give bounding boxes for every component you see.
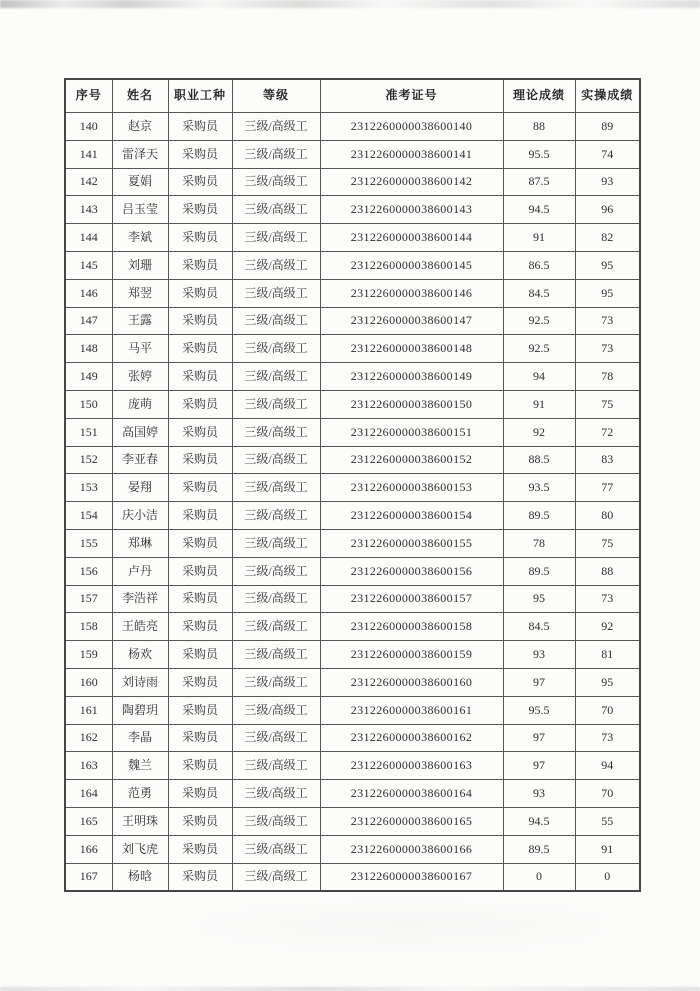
- cell-ticket: 2312260000038600160: [320, 668, 503, 696]
- table-row: [65, 251, 640, 279]
- cell-seq: 143: [65, 196, 112, 224]
- cell-theory: 95.5: [503, 140, 575, 168]
- cell-theory: 93: [503, 780, 575, 808]
- cell-practical: 95: [575, 279, 640, 307]
- cell-level: 三级/高级工: [232, 196, 320, 224]
- cell-job: 采购员: [168, 557, 232, 585]
- cell-theory: 84.5: [503, 279, 575, 307]
- cell-theory: 95.5: [503, 696, 575, 724]
- cell-practical: 88: [575, 557, 640, 585]
- cell-job: 采购员: [168, 529, 232, 557]
- cell-level: 三级/高级工: [232, 585, 320, 613]
- cell-theory: 97: [503, 752, 575, 780]
- cell-name: 郑翌: [112, 279, 168, 307]
- cell-ticket: 2312260000038600144: [320, 224, 503, 252]
- cell-seq: 148: [65, 335, 112, 363]
- cell-theory: 89.5: [503, 502, 575, 530]
- table-row: [65, 668, 640, 696]
- cell-name: 杨晗: [112, 863, 168, 891]
- cell-practical: 96: [575, 196, 640, 224]
- table-row: [65, 224, 640, 252]
- cell-theory: 91: [503, 390, 575, 418]
- cell-job: 采购员: [168, 418, 232, 446]
- cell-name: 刘珊: [112, 251, 168, 279]
- cell-practical: 92: [575, 613, 640, 641]
- table-row: [65, 390, 640, 418]
- cell-job: 采购员: [168, 140, 232, 168]
- table-row: [65, 557, 640, 585]
- cell-ticket: 2312260000038600165: [320, 807, 503, 835]
- cell-job: 采购员: [168, 251, 232, 279]
- cell-theory: 97: [503, 724, 575, 752]
- cell-practical: 74: [575, 140, 640, 168]
- cell-level: 三级/高级工: [232, 335, 320, 363]
- cell-seq: 141: [65, 140, 112, 168]
- cell-level: 三级/高级工: [232, 474, 320, 502]
- cell-theory: 93.5: [503, 474, 575, 502]
- cell-ticket: 2312260000038600140: [320, 113, 503, 141]
- cell-theory: 94: [503, 363, 575, 391]
- cell-name: 庞萌: [112, 390, 168, 418]
- cell-job: 采购员: [168, 363, 232, 391]
- cell-name: 李斌: [112, 224, 168, 252]
- cell-job: 采购员: [168, 279, 232, 307]
- cell-seq: 166: [65, 835, 112, 863]
- cell-ticket: 2312260000038600150: [320, 390, 503, 418]
- cell-level: 三级/高级工: [232, 835, 320, 863]
- cell-seq: 146: [65, 279, 112, 307]
- cell-job: 采购员: [168, 696, 232, 724]
- header-seq: 序号: [65, 79, 112, 113]
- cell-job: 采购员: [168, 668, 232, 696]
- table-row: [65, 196, 640, 224]
- cell-seq: 158: [65, 613, 112, 641]
- cell-seq: 150: [65, 390, 112, 418]
- cell-name: 高国婷: [112, 418, 168, 446]
- cell-ticket: 2312260000038600148: [320, 335, 503, 363]
- cell-practical: 82: [575, 224, 640, 252]
- cell-job: 采购员: [168, 613, 232, 641]
- scan-artifact-bottom-edge: [0, 987, 700, 991]
- cell-seq: 140: [65, 113, 112, 141]
- cell-seq: 151: [65, 418, 112, 446]
- cell-level: 三级/高级工: [232, 390, 320, 418]
- table-row: [65, 307, 640, 335]
- cell-level: 三级/高级工: [232, 863, 320, 891]
- cell-practical: 72: [575, 418, 640, 446]
- cell-practical: 95: [575, 668, 640, 696]
- cell-level: 三级/高级工: [232, 557, 320, 585]
- cell-seq: 149: [65, 363, 112, 391]
- cell-practical: 95: [575, 251, 640, 279]
- header-level: 等级: [232, 79, 320, 113]
- cell-name: 庆小洁: [112, 502, 168, 530]
- cell-seq: 162: [65, 724, 112, 752]
- cell-ticket: 2312260000038600142: [320, 168, 503, 196]
- cell-practical: 75: [575, 529, 640, 557]
- cell-theory: 94.5: [503, 807, 575, 835]
- cell-ticket: 2312260000038600153: [320, 474, 503, 502]
- cell-practical: 80: [575, 502, 640, 530]
- cell-name: 李浩祥: [112, 585, 168, 613]
- cell-name: 刘诗雨: [112, 668, 168, 696]
- cell-job: 采购员: [168, 196, 232, 224]
- cell-theory: 89.5: [503, 557, 575, 585]
- table-row: [65, 752, 640, 780]
- header-job: 职业工种: [168, 79, 232, 113]
- cell-ticket: 2312260000038600166: [320, 835, 503, 863]
- cell-job: 采购员: [168, 224, 232, 252]
- cell-level: 三级/高级工: [232, 168, 320, 196]
- cell-name: 晏翔: [112, 474, 168, 502]
- cell-practical: 73: [575, 724, 640, 752]
- cell-practical: 81: [575, 641, 640, 669]
- cell-name: 王露: [112, 307, 168, 335]
- cell-practical: 77: [575, 474, 640, 502]
- cell-name: 刘飞虎: [112, 835, 168, 863]
- cell-ticket: 2312260000038600141: [320, 140, 503, 168]
- cell-seq: 145: [65, 251, 112, 279]
- cell-level: 三级/高级工: [232, 224, 320, 252]
- cell-ticket: 2312260000038600155: [320, 529, 503, 557]
- table-row: [65, 113, 640, 141]
- table-row: [65, 418, 640, 446]
- cell-level: 三级/高级工: [232, 696, 320, 724]
- table-row: [65, 140, 640, 168]
- cell-seq: 165: [65, 807, 112, 835]
- cell-name: 李晶: [112, 724, 168, 752]
- scan-artifact-smudge: [120, 891, 600, 961]
- table-row: [65, 863, 640, 891]
- cell-job: 采购员: [168, 390, 232, 418]
- cell-seq: 154: [65, 502, 112, 530]
- cell-level: 三级/高级工: [232, 641, 320, 669]
- cell-seq: 155: [65, 529, 112, 557]
- cell-theory: 0: [503, 863, 575, 891]
- cell-practical: 93: [575, 168, 640, 196]
- table-row: [65, 279, 640, 307]
- scan-artifact-top-edge: [0, 0, 700, 8]
- table-row: [65, 529, 640, 557]
- cell-name: 卢丹: [112, 557, 168, 585]
- cell-job: 采购员: [168, 168, 232, 196]
- cell-practical: 0: [575, 863, 640, 891]
- cell-level: 三级/高级工: [232, 668, 320, 696]
- cell-level: 三级/高级工: [232, 724, 320, 752]
- cell-ticket: 2312260000038600143: [320, 196, 503, 224]
- cell-job: 采购员: [168, 641, 232, 669]
- cell-theory: 94.5: [503, 196, 575, 224]
- cell-seq: 152: [65, 446, 112, 474]
- cell-seq: 161: [65, 696, 112, 724]
- cell-practical: 83: [575, 446, 640, 474]
- cell-practical: 94: [575, 752, 640, 780]
- cell-seq: 157: [65, 585, 112, 613]
- cell-level: 三级/高级工: [232, 752, 320, 780]
- cell-practical: 73: [575, 307, 640, 335]
- cell-theory: 92.5: [503, 335, 575, 363]
- cell-seq: 142: [65, 168, 112, 196]
- table-row: [65, 363, 640, 391]
- cell-ticket: 2312260000038600147: [320, 307, 503, 335]
- cell-ticket: 2312260000038600161: [320, 696, 503, 724]
- cell-seq: 159: [65, 641, 112, 669]
- table-row: [65, 696, 640, 724]
- cell-name: 李亚春: [112, 446, 168, 474]
- cell-name: 陶碧玥: [112, 696, 168, 724]
- cell-level: 三级/高级工: [232, 780, 320, 808]
- cell-level: 三级/高级工: [232, 251, 320, 279]
- table-row: [65, 168, 640, 196]
- cell-job: 采购员: [168, 502, 232, 530]
- cell-job: 采购员: [168, 780, 232, 808]
- cell-level: 三级/高级工: [232, 418, 320, 446]
- cell-name: 张婷: [112, 363, 168, 391]
- cell-seq: 160: [65, 668, 112, 696]
- cell-name: 赵京: [112, 113, 168, 141]
- cell-theory: 92: [503, 418, 575, 446]
- cell-theory: 95: [503, 585, 575, 613]
- cell-seq: 153: [65, 474, 112, 502]
- cell-theory: 92.5: [503, 307, 575, 335]
- cell-practical: 73: [575, 335, 640, 363]
- header-ticket: 准考证号: [320, 79, 503, 113]
- table-header-row: [65, 79, 640, 113]
- table-row: [65, 807, 640, 835]
- cell-theory: 88.5: [503, 446, 575, 474]
- cell-ticket: 2312260000038600152: [320, 446, 503, 474]
- cell-theory: 93: [503, 641, 575, 669]
- cell-level: 三级/高级工: [232, 613, 320, 641]
- cell-practical: 55: [575, 807, 640, 835]
- table-row: [65, 835, 640, 863]
- table-row: [65, 502, 640, 530]
- cell-ticket: 2312260000038600164: [320, 780, 503, 808]
- cell-ticket: 2312260000038600158: [320, 613, 503, 641]
- cell-practical: 70: [575, 780, 640, 808]
- cell-seq: 164: [65, 780, 112, 808]
- cell-name: 郑琳: [112, 529, 168, 557]
- cell-job: 采购员: [168, 585, 232, 613]
- cell-name: 夏娟: [112, 168, 168, 196]
- cell-ticket: 2312260000038600151: [320, 418, 503, 446]
- cell-level: 三级/高级工: [232, 363, 320, 391]
- cell-practical: 91: [575, 835, 640, 863]
- table-row: [65, 446, 640, 474]
- cell-level: 三级/高级工: [232, 807, 320, 835]
- cell-theory: 89.5: [503, 835, 575, 863]
- cell-seq: 167: [65, 863, 112, 891]
- cell-theory: 87.5: [503, 168, 575, 196]
- table-row: [65, 613, 640, 641]
- cell-theory: 84.5: [503, 613, 575, 641]
- cell-job: 采购员: [168, 807, 232, 835]
- cell-level: 三级/高级工: [232, 140, 320, 168]
- cell-ticket: 2312260000038600157: [320, 585, 503, 613]
- table-row: [65, 474, 640, 502]
- cell-name: 王皓亮: [112, 613, 168, 641]
- cell-practical: 75: [575, 390, 640, 418]
- cell-ticket: 2312260000038600145: [320, 251, 503, 279]
- cell-seq: 147: [65, 307, 112, 335]
- cell-theory: 78: [503, 529, 575, 557]
- cell-job: 采购员: [168, 752, 232, 780]
- cell-job: 采购员: [168, 474, 232, 502]
- cell-level: 三级/高级工: [232, 446, 320, 474]
- table-row: [65, 780, 640, 808]
- cell-level: 三级/高级工: [232, 529, 320, 557]
- cell-practical: 73: [575, 585, 640, 613]
- cell-ticket: 2312260000038600167: [320, 863, 503, 891]
- cell-name: 范勇: [112, 780, 168, 808]
- cell-level: 三级/高级工: [232, 307, 320, 335]
- cell-level: 三级/高级工: [232, 113, 320, 141]
- cell-job: 采购员: [168, 863, 232, 891]
- table-row: [65, 335, 640, 363]
- cell-practical: 78: [575, 363, 640, 391]
- cell-practical: 89: [575, 113, 640, 141]
- cell-ticket: 2312260000038600163: [320, 752, 503, 780]
- header-name: 姓名: [112, 79, 168, 113]
- cell-seq: 144: [65, 224, 112, 252]
- cell-job: 采购员: [168, 113, 232, 141]
- cell-name: 雷泽天: [112, 140, 168, 168]
- cell-seq: 163: [65, 752, 112, 780]
- score-table-body: [65, 113, 640, 892]
- cell-name: 吕玉莹: [112, 196, 168, 224]
- cell-name: 杨欢: [112, 641, 168, 669]
- cell-job: 采购员: [168, 724, 232, 752]
- cell-seq: 156: [65, 557, 112, 585]
- cell-name: 魏兰: [112, 752, 168, 780]
- exam-score-table: [64, 78, 641, 892]
- header-theory: 理论成绩: [503, 79, 575, 113]
- cell-ticket: 2312260000038600162: [320, 724, 503, 752]
- cell-ticket: 2312260000038600159: [320, 641, 503, 669]
- cell-practical: 70: [575, 696, 640, 724]
- cell-ticket: 2312260000038600149: [320, 363, 503, 391]
- cell-ticket: 2312260000038600146: [320, 279, 503, 307]
- cell-theory: 91: [503, 224, 575, 252]
- cell-ticket: 2312260000038600154: [320, 502, 503, 530]
- cell-job: 采购员: [168, 307, 232, 335]
- cell-level: 三级/高级工: [232, 502, 320, 530]
- header-practical: 实操成绩: [575, 79, 640, 113]
- cell-name: 王明珠: [112, 807, 168, 835]
- cell-theory: 97: [503, 668, 575, 696]
- cell-theory: 86.5: [503, 251, 575, 279]
- cell-job: 采购员: [168, 335, 232, 363]
- table-row: [65, 641, 640, 669]
- cell-theory: 88: [503, 113, 575, 141]
- table-row: [65, 724, 640, 752]
- table-row: [65, 585, 640, 613]
- cell-job: 采购员: [168, 446, 232, 474]
- cell-name: 马平: [112, 335, 168, 363]
- cell-level: 三级/高级工: [232, 279, 320, 307]
- cell-job: 采购员: [168, 835, 232, 863]
- cell-ticket: 2312260000038600156: [320, 557, 503, 585]
